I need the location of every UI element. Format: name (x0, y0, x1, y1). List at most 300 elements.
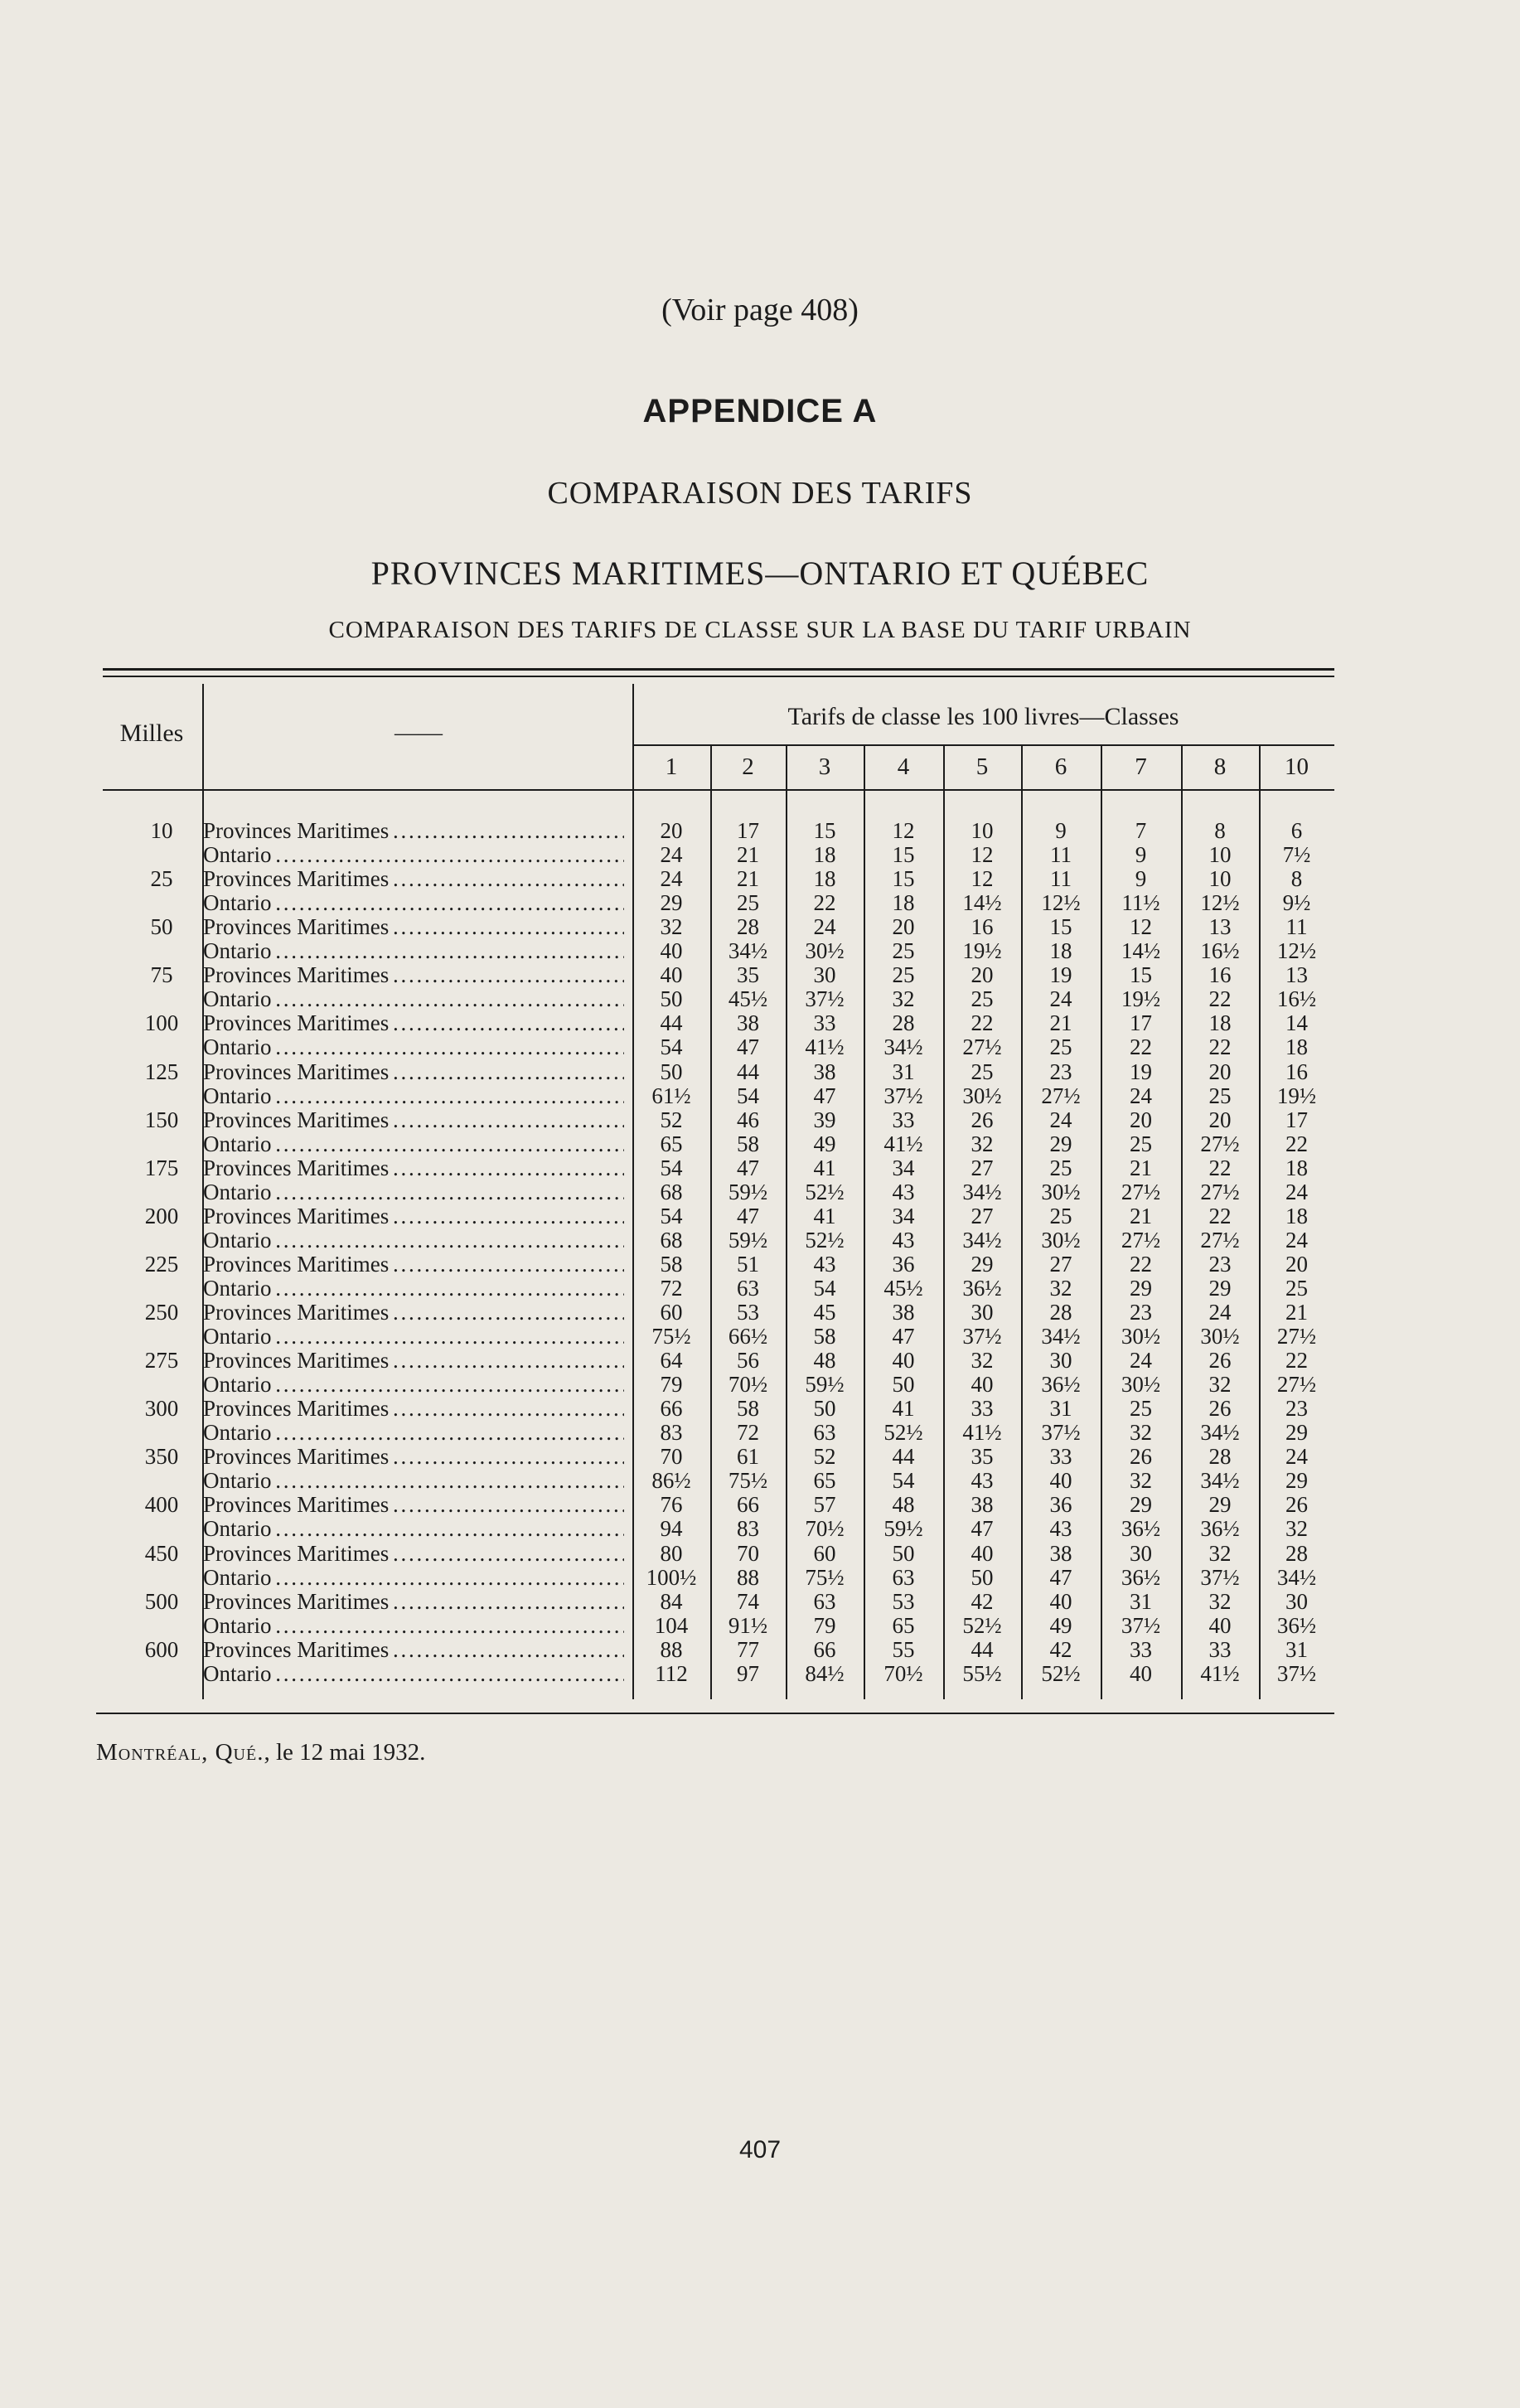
rate-cell: 74 (737, 1589, 759, 1614)
rate-cell: 38 (737, 1010, 759, 1035)
rate-cell: 53 (892, 1589, 915, 1614)
rate-cell: 57 (813, 1492, 836, 1517)
rate-cell: 25 (1285, 1276, 1308, 1301)
rate-cell: 44 (737, 1059, 759, 1084)
region-cell: Ontario . . . (203, 939, 624, 963)
rate-cell: 22 (1285, 1131, 1308, 1156)
rate-cell: 32 (892, 986, 915, 1011)
region-cell: Ontario . . . (203, 1084, 624, 1108)
rate-cell: 15 (813, 818, 836, 843)
miles-cell: 175 (144, 1156, 179, 1180)
rate-cell: 16½ (1200, 938, 1240, 963)
rate-cell: 45½ (728, 986, 768, 1011)
rate-cell: 21 (1130, 1204, 1152, 1228)
region-cell: Ontario . . . (203, 1421, 624, 1445)
miles-cell: 200 (144, 1204, 179, 1228)
rate-cell: 36½ (962, 1276, 1002, 1301)
heading-comparison: COMPARAISON DES TARIFS (547, 476, 973, 511)
signature-place-date (96, 1739, 425, 1766)
rate-cell: 10 (971, 818, 994, 843)
rate-cell: 34½ (962, 1228, 1002, 1252)
rate-cell: 52½ (805, 1180, 845, 1204)
rate-cell: 38 (971, 1492, 994, 1517)
rate-cell: 27½ (1041, 1083, 1081, 1108)
rate-cell: 52½ (1041, 1661, 1081, 1686)
rate-cell: 12 (892, 818, 915, 843)
rate-cell: 33 (1130, 1637, 1152, 1662)
rate-cell: 34½ (1041, 1324, 1081, 1349)
rate-cell: 17 (1130, 1010, 1152, 1035)
rate-cell: 88 (737, 1565, 759, 1590)
rate-cell: 22 (1208, 1034, 1232, 1059)
region-cell: Ontario . . . (203, 843, 624, 867)
rate-cell: 31 (1285, 1637, 1308, 1662)
rate-cell: 20 (1285, 1252, 1308, 1277)
classes-header-rule (632, 744, 1334, 746)
region-cell: Ontario . . . (203, 1566, 624, 1590)
rate-cell: 14½ (1121, 938, 1161, 963)
rate-cell: 24 (1049, 1107, 1072, 1132)
rate-cell: 12½ (1276, 938, 1317, 963)
rate-cell: 77 (737, 1637, 759, 1662)
rate-cell: 50 (660, 986, 683, 1011)
header-bottom-rule (103, 789, 1334, 791)
region-cell: Provinces Maritimes . . . (203, 1011, 624, 1035)
rate-cell: 68 (660, 1228, 683, 1252)
region-cell: Ontario . . . (203, 1132, 624, 1156)
rate-cell: 29 (1130, 1276, 1152, 1301)
rate-cell: 79 (813, 1613, 836, 1638)
rate-cell: 41½ (1200, 1661, 1240, 1686)
rate-cell: 56 (737, 1348, 759, 1373)
rate-cell: 15 (1130, 962, 1152, 987)
miles-cell: 600 (144, 1637, 179, 1662)
rate-cell: 10 (1208, 842, 1232, 867)
rate-cell: 27½ (962, 1034, 1002, 1059)
heading-class-rates: COMPARAISON DES TARIFS DE CLASSE SUR LA BASE DU TARIF URBAIN (328, 617, 1192, 643)
rate-cell: 41 (813, 1204, 836, 1228)
miles-cell: 150 (144, 1107, 179, 1132)
rate-cell: 63 (813, 1589, 836, 1614)
rate-cell: 22 (1285, 1348, 1308, 1373)
rate-cell: 24 (1285, 1444, 1308, 1469)
rate-cell: 88 (660, 1637, 683, 1662)
rate-cell: 60 (660, 1300, 683, 1325)
rate-cell: 28 (737, 914, 759, 939)
region-cell: Ontario . . . (203, 891, 624, 915)
class-column-header: 5 (975, 753, 989, 780)
rate-cell: 38 (813, 1059, 836, 1084)
rate-cell: 16 (1208, 962, 1232, 987)
rate-cell: 38 (1049, 1541, 1072, 1566)
rate-cell: 83 (660, 1420, 683, 1445)
rate-cell: 54 (660, 1156, 683, 1180)
region-cell: Provinces Maritimes . . . (203, 1397, 624, 1421)
rate-cell: 18 (892, 890, 915, 915)
rate-cell: 112 (655, 1661, 688, 1686)
rate-cell: 21 (1130, 1156, 1152, 1180)
rate-cell: 34 (892, 1204, 915, 1228)
rate-cell: 33 (1208, 1637, 1232, 1662)
rate-cell: 9 (1135, 866, 1147, 891)
rate-cell: 44 (660, 1010, 683, 1035)
rate-cell: 91½ (728, 1613, 768, 1638)
rate-cell: 32 (1130, 1468, 1152, 1493)
rate-cell: 24 (660, 842, 683, 867)
rate-cell: 25 (1049, 1034, 1072, 1059)
milles-header: Milles (119, 719, 184, 747)
rate-cell: 63 (737, 1276, 759, 1301)
rate-cell: 25 (971, 986, 994, 1011)
table-bottom-rule (96, 1713, 1334, 1714)
rate-cell: 40 (971, 1372, 994, 1397)
rate-cell: 70½ (883, 1661, 923, 1686)
rate-cell: 75½ (728, 1468, 768, 1493)
rate-cell: 34½ (1200, 1420, 1240, 1445)
rate-cell: 84½ (805, 1661, 845, 1686)
rate-cell: 25 (1049, 1204, 1072, 1228)
rate-cell: 30½ (805, 938, 845, 963)
rate-cell: 29 (1130, 1492, 1152, 1517)
rate-cell: 65 (660, 1131, 683, 1156)
rate-cell: 36½ (1276, 1613, 1317, 1638)
rate-cell: 26 (1208, 1348, 1232, 1373)
miles-cell: 225 (144, 1252, 179, 1277)
rate-cell: 42 (971, 1589, 994, 1614)
rate-cell: 34½ (962, 1180, 1002, 1204)
rate-cell: 40 (1208, 1613, 1232, 1638)
rate-cell: 79 (660, 1372, 683, 1397)
table-top-rule-2 (103, 676, 1334, 677)
rate-cell: 47 (1049, 1565, 1072, 1590)
rate-cell: 32 (660, 914, 683, 939)
rate-cell: 32 (971, 1348, 994, 1373)
rate-cell: 59½ (728, 1180, 768, 1204)
rate-cell: 9 (1055, 818, 1067, 843)
rate-cell: 47 (737, 1204, 759, 1228)
rate-cell: 28 (1049, 1300, 1072, 1325)
rate-cell: 32 (1130, 1420, 1152, 1445)
rate-cell: 27½ (1276, 1372, 1317, 1397)
rate-cell: 25 (1130, 1396, 1152, 1421)
rate-cell: 72 (737, 1420, 759, 1445)
miles-cell: 75 (150, 962, 173, 987)
rate-cell: 43 (1049, 1516, 1072, 1541)
rate-cell: 47 (892, 1324, 915, 1349)
class-column-header: 10 (1285, 753, 1309, 780)
rate-cell: 30½ (1200, 1324, 1240, 1349)
rate-cell: 24 (1049, 986, 1072, 1011)
region-cell: Provinces Maritimes . . . (203, 1542, 624, 1566)
rate-cell: 52 (813, 1444, 836, 1469)
rate-cell: 28 (1285, 1541, 1308, 1566)
rate-cell: 52½ (962, 1613, 1002, 1638)
rate-cell: 23 (1130, 1300, 1152, 1325)
rate-cell: 54 (813, 1276, 836, 1301)
rate-cell: 41½ (805, 1034, 845, 1059)
see-page-note: (Voir page 408) (661, 293, 859, 327)
rate-cell: 23 (1285, 1396, 1308, 1421)
rate-cell: 30½ (1041, 1180, 1081, 1204)
rate-cell: 63 (813, 1420, 836, 1445)
rate-cell: 65 (892, 1613, 915, 1638)
rate-cell: 36½ (1200, 1516, 1240, 1541)
rate-cell: 12 (1130, 914, 1152, 939)
region-cell: Provinces Maritimes . . . (203, 1638, 624, 1662)
rate-cell: 24 (813, 914, 836, 939)
region-cell: Ontario . . . (203, 1180, 624, 1204)
miles-cell: 300 (144, 1396, 179, 1421)
region-cell: Ontario . . . (203, 1228, 624, 1252)
rate-cell: 33 (971, 1396, 994, 1421)
rate-cell: 14½ (962, 890, 1002, 915)
rate-cell: 15 (1049, 914, 1072, 939)
heading-provinces: PROVINCES MARITIMES—ONTARIO ET QUÉBEC (370, 555, 1150, 592)
rate-cell: 31 (892, 1059, 915, 1084)
rate-cell: 32 (1049, 1276, 1072, 1301)
rate-cell: 51 (737, 1252, 759, 1277)
rate-cell: 8 (1214, 818, 1226, 843)
rate-cell: 39 (813, 1107, 836, 1132)
rate-cell: 22 (1130, 1034, 1152, 1059)
rate-cell: 35 (737, 962, 759, 987)
region-cell: Provinces Maritimes . . . (203, 1349, 624, 1373)
rate-cell: 16 (971, 914, 994, 939)
miles-cell: 25 (150, 866, 173, 891)
rate-cell: 25 (1130, 1131, 1152, 1156)
rate-cell: 43 (813, 1252, 836, 1277)
rate-cell: 76 (660, 1492, 683, 1517)
rate-cell: 19 (1130, 1059, 1152, 1084)
rate-cell: 25 (1049, 1156, 1072, 1180)
region-cell: Ontario . . . (203, 1325, 624, 1349)
rate-cell: 30 (971, 1300, 994, 1325)
rate-cell: 40 (1130, 1661, 1152, 1686)
rate-cell: 11 (1285, 914, 1308, 939)
rate-cell: 36½ (1041, 1372, 1081, 1397)
rate-cell: 83 (737, 1516, 759, 1541)
region-cell: Provinces Maritimes . . . (203, 1252, 624, 1277)
rate-cell: 45½ (883, 1276, 923, 1301)
rate-cell: 29 (1049, 1131, 1072, 1156)
rate-cell: 24 (1130, 1083, 1152, 1108)
rate-cell: 46 (737, 1107, 759, 1132)
rate-cell: 40 (660, 938, 683, 963)
rate-cell: 16½ (1276, 986, 1317, 1011)
rate-cell: 13 (1208, 914, 1232, 939)
rate-cell: 70½ (805, 1516, 845, 1541)
rate-cell: 36½ (1121, 1565, 1161, 1590)
rate-cell: 30½ (1121, 1372, 1161, 1397)
rate-cell: 37½ (883, 1083, 923, 1108)
class-column-header: 7 (1135, 753, 1147, 780)
miles-cell: 350 (144, 1444, 179, 1469)
rate-cell: 21 (737, 842, 759, 867)
miles-cell: 500 (144, 1589, 179, 1614)
date: , le 12 mai 1932. (264, 1739, 426, 1766)
rate-cell: 68 (660, 1180, 683, 1204)
rate-cell: 32 (1208, 1589, 1232, 1614)
rate-cell: 23 (1049, 1059, 1072, 1084)
rate-cell: 47 (971, 1516, 994, 1541)
rate-cell: 25 (737, 890, 759, 915)
region-cell: Ontario . . . (203, 1277, 624, 1301)
rate-cell: 30½ (1121, 1324, 1161, 1349)
rate-cell: 30½ (1041, 1228, 1081, 1252)
rate-cell: 65 (813, 1468, 836, 1493)
class-column-header: 6 (1054, 753, 1067, 780)
rate-cell: 49 (1049, 1613, 1072, 1638)
region-cell: Provinces Maritimes . . . (203, 1108, 624, 1132)
rate-cell: 49 (813, 1131, 836, 1156)
class-column-header: 1 (665, 753, 678, 780)
rate-cell: 41 (892, 1396, 915, 1421)
region-cell: Provinces Maritimes . . . (203, 1301, 624, 1325)
rate-cell: 25 (892, 962, 915, 987)
miles-cell: 125 (144, 1059, 179, 1084)
rate-cell: 28 (1208, 1444, 1232, 1469)
rate-cell: 19 (1049, 962, 1072, 987)
region-cell: Ontario . . . (203, 1662, 624, 1686)
rate-cell: 34½ (1200, 1468, 1240, 1493)
miles-cell: 450 (144, 1541, 179, 1566)
rate-cell: 40 (660, 962, 683, 987)
rate-cell: 63 (892, 1565, 915, 1590)
miles-cell: 250 (144, 1300, 179, 1325)
rate-cell: 15 (892, 842, 915, 867)
miles-cell: 400 (144, 1492, 179, 1517)
rate-cell: 37½ (805, 986, 845, 1011)
rate-cell: 26 (1130, 1444, 1152, 1469)
rate-cell: 24 (1285, 1228, 1308, 1252)
rate-cell: 37½ (1121, 1613, 1161, 1638)
rate-cell: 12 (971, 866, 994, 891)
rate-cell: 29 (1208, 1492, 1232, 1517)
rate-cell: 32 (1285, 1516, 1308, 1541)
region-cell: Provinces Maritimes . . . (203, 867, 624, 891)
region-cell: Provinces Maritimes . . . (203, 1445, 624, 1469)
rate-cell: 24 (660, 866, 683, 891)
rate-cell: 29 (1208, 1276, 1232, 1301)
region-cell: Ontario . . . (203, 1517, 624, 1541)
rate-cell: 34 (892, 1156, 915, 1180)
rate-cell: 9 (1135, 842, 1147, 867)
rate-cell: 7 (1135, 818, 1147, 843)
rate-cell: 50 (892, 1372, 915, 1397)
rate-cell: 61 (737, 1444, 759, 1469)
region-cell: Provinces Maritimes . . . (203, 819, 624, 843)
rate-cell: 25 (971, 1059, 994, 1084)
rate-cell: 54 (892, 1468, 915, 1493)
rate-cell: 18 (1285, 1034, 1308, 1059)
rate-cell: 59½ (805, 1372, 845, 1397)
rate-cell: 30 (813, 962, 836, 987)
rate-cell: 40 (892, 1348, 915, 1373)
rate-cell: 47 (737, 1034, 759, 1059)
rate-cell: 37½ (1200, 1565, 1240, 1590)
rate-cell: 43 (971, 1468, 994, 1493)
region-cell: Provinces Maritimes . . . (203, 1156, 624, 1180)
miles-cell: 10 (150, 818, 173, 843)
rate-cell: 27 (971, 1204, 994, 1228)
rate-cell: 16 (1285, 1059, 1308, 1084)
rate-cell: 52 (660, 1107, 683, 1132)
rate-cell: 25 (892, 938, 915, 963)
rate-cell: 11 (1050, 842, 1072, 867)
rate-cell: 97 (737, 1661, 759, 1686)
rate-cell: 66 (813, 1637, 836, 1662)
rate-cell: 21 (737, 866, 759, 891)
rate-cell: 58 (737, 1131, 759, 1156)
rate-cell: 24 (1130, 1348, 1152, 1373)
rate-cell: 22 (813, 890, 836, 915)
rate-cell: 50 (813, 1396, 836, 1421)
rate-cell: 40 (1049, 1589, 1072, 1614)
rate-cell: 54 (660, 1034, 683, 1059)
rate-cell: 50 (892, 1541, 915, 1566)
dash-header: —— (395, 719, 443, 746)
rate-cell: 25 (1208, 1083, 1232, 1108)
rate-cell: 104 (654, 1613, 689, 1638)
rate-cell: 29 (660, 890, 683, 915)
rate-cell: 32 (971, 1131, 994, 1156)
rate-cell: 44 (971, 1637, 994, 1662)
rate-cell: 13 (1285, 962, 1308, 987)
rate-cell: 72 (660, 1276, 683, 1301)
rate-cell: 34½ (1276, 1565, 1317, 1590)
rate-cell: 50 (971, 1565, 994, 1590)
region-cell: Provinces Maritimes . . . (203, 915, 624, 939)
rate-cell: 75½ (651, 1324, 691, 1349)
rate-cell: 34½ (728, 938, 768, 963)
rate-cell: 50 (660, 1059, 683, 1084)
rate-cell: 84 (660, 1589, 683, 1614)
rate-cell: 70½ (728, 1372, 768, 1397)
region-cell: Ontario . . . (203, 1469, 624, 1493)
rate-cell: 30 (1130, 1541, 1152, 1566)
rate-cell: 52½ (805, 1228, 845, 1252)
rate-cell: 33 (1049, 1444, 1072, 1469)
rate-cell: 55½ (962, 1661, 1002, 1686)
rate-cell: 86½ (651, 1468, 691, 1493)
rate-cell: 27½ (1200, 1180, 1240, 1204)
rate-cell: 6 (1290, 818, 1303, 843)
rate-cell: 70 (660, 1444, 683, 1469)
rate-cell: 100½ (646, 1565, 697, 1590)
rate-cell: 66 (737, 1492, 759, 1517)
rate-cell: 54 (737, 1083, 759, 1108)
rate-cell: 34½ (883, 1034, 923, 1059)
rate-cell: 54 (660, 1204, 683, 1228)
rate-cell: 47 (813, 1083, 836, 1108)
rate-cell: 20 (1130, 1107, 1152, 1132)
rate-cell: 11½ (1121, 890, 1160, 915)
rate-cell: 22 (971, 1010, 994, 1035)
rate-cell: 24 (1285, 1180, 1308, 1204)
rate-cell: 18 (1285, 1204, 1308, 1228)
rate-cell: 20 (971, 962, 994, 987)
rate-cell: 27 (971, 1156, 994, 1180)
rate-cell: 20 (660, 818, 683, 843)
rate-cell: 80 (660, 1541, 683, 1566)
rate-cell: 64 (660, 1348, 683, 1373)
rate-cell: 41½ (962, 1420, 1002, 1445)
rate-cell: 33 (892, 1107, 915, 1132)
rate-cell: 48 (892, 1492, 915, 1517)
region-cell: Provinces Maritimes . . . (203, 1590, 624, 1614)
rate-cell: 15 (892, 866, 915, 891)
rate-cell: 43 (892, 1180, 915, 1204)
